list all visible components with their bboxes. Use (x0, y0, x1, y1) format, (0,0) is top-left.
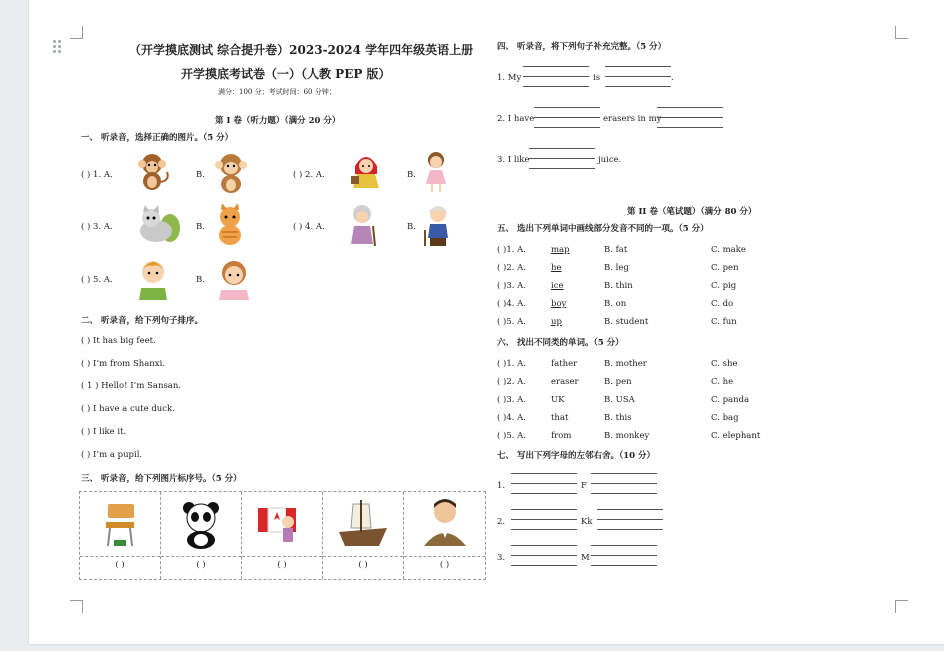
s5-row3-num: ( )3. A. (497, 281, 526, 291)
s5-row2-num: ( )2. A. (497, 263, 526, 273)
picture-2-blank: ( ) (196, 560, 206, 570)
s7-item3-letter: M (581, 553, 590, 563)
girl-icon (215, 258, 253, 300)
s5-row1-option-b: B. fat (604, 245, 628, 255)
s6-row4-option-c: C. bag (711, 413, 739, 423)
s5-row2-option-c: C. pen (711, 263, 739, 273)
picture-cell-2 (161, 492, 242, 579)
writing-line (511, 493, 577, 494)
s1-item2-num: ( ) 2. A. (293, 170, 325, 180)
s5-row2-option-a: he (551, 263, 562, 273)
crop-mark-top-left (70, 26, 83, 39)
s7-item1-num: 1. (497, 481, 506, 491)
s1-item2-b: B. (407, 170, 416, 180)
s4-q1-start: 1. My (497, 73, 522, 83)
s5-row5-option-a: up (551, 317, 562, 327)
s1-item4-num: ( ) 4. A. (293, 222, 325, 232)
crop-mark-top-right (895, 26, 908, 39)
s7-item3-num: 3. (497, 553, 506, 563)
s4-q1-mid: is (593, 73, 601, 83)
s5-row1-option-c: C. make (711, 245, 746, 255)
girl-pink-dress-icon (421, 150, 451, 194)
section3-heading: 三、 听录音，给下列图片标序号。（5 分） (81, 474, 242, 484)
grandpa-icon (421, 204, 455, 248)
s6-row4-num: ( )4. A. (497, 413, 526, 423)
s5-row4-option-a: boy (551, 299, 567, 309)
s6-row5-option-b: B. monkey (604, 431, 650, 441)
section2-heading: 二、 听录音，给下列句子排序。 (81, 316, 203, 326)
s4-q3-end: juice. (598, 155, 622, 165)
s6-row2-option-a: eraser (551, 377, 579, 387)
exam-meta: 满分：100 分；考试时间：60 分钟； (218, 88, 336, 96)
writing-line (511, 529, 577, 530)
s7-item2-num: 2. (497, 517, 506, 527)
s7-item2-letter: Kk (581, 517, 593, 527)
s6-row3-option-a: UK (551, 395, 565, 405)
s6-row4-option-b: B. this (604, 413, 632, 423)
s2-sentence-2: ( ) I’m from Shanxi. (81, 359, 165, 369)
section7-heading: 七、 写出下列字母的左邻右舍。（10 分） (497, 451, 655, 461)
picture-cell-4 (323, 492, 404, 579)
s2-sentence-5: ( ) I like it. (81, 427, 127, 437)
s4-q1-end: . (671, 73, 674, 83)
writing-line (597, 519, 663, 520)
section1-heading: 一、 听录音，选择正确的图片。（5 分） (81, 133, 234, 143)
chair-icon (100, 500, 140, 550)
s6-row2-option-b: B. pen (604, 377, 632, 387)
drag-handle-icon[interactable] (53, 40, 63, 54)
picture-cell-1 (80, 492, 161, 579)
s6-row1-option-c: C. she (711, 359, 738, 369)
s1-item5-b: B. (196, 275, 205, 285)
s4-q2-mid: erasers in my (603, 114, 662, 124)
s5-row4-num: ( )4. A. (497, 299, 526, 309)
writing-line (511, 483, 577, 484)
boy-icon (135, 258, 171, 300)
writing-line (591, 545, 657, 546)
writing-line (591, 565, 657, 566)
s1-item5-num: ( ) 5. A. (81, 275, 113, 285)
writing-line (511, 555, 577, 556)
s2-sentence-6: ( ) I’m a pupil. (81, 450, 143, 460)
writing-line (591, 555, 657, 556)
s5-row3-option-c: C. pig (711, 281, 737, 291)
s6-row1-num: ( )1. A. (497, 359, 526, 369)
picture-1-blank: ( ) (115, 560, 125, 570)
cat-grey-icon (134, 204, 182, 244)
document-page (29, 0, 944, 644)
s4-q2-start: 2. I have (497, 114, 535, 124)
crop-mark-bottom-right (895, 600, 908, 613)
s2-sentence-4: ( ) I have a cute duck. (81, 404, 175, 414)
exam-title-line2: 开学摸底考试卷（一）（人教 PEP 版） (181, 67, 391, 81)
section6-heading: 六、 找出不同类的单词。（5 分） (497, 338, 624, 348)
writing-line (597, 529, 663, 530)
s6-row1-option-a: father (551, 359, 578, 369)
s6-row4-option-a: that (551, 413, 569, 423)
girl-red-hood-icon (347, 150, 385, 192)
s6-row2-option-c: C. he (711, 377, 734, 387)
s5-row4-option-b: B. on (604, 299, 627, 309)
s6-row3-num: ( )3. A. (497, 395, 526, 405)
s5-row5-option-c: C. fun (711, 317, 737, 327)
writing-line (591, 483, 657, 484)
crop-mark-bottom-left (70, 600, 83, 613)
part1-heading: 第 I 卷（听力题）（满分 20 分） (215, 116, 341, 126)
man-icon (420, 496, 470, 550)
s1-item1-b: B. (196, 170, 205, 180)
panda-icon (179, 498, 223, 550)
s6-row2-num: ( )2. A. (497, 377, 526, 387)
s5-row2-option-b: B. leg (604, 263, 629, 273)
s6-row5-option-c: C. elephant (711, 431, 761, 441)
picture-cell-5 (404, 492, 485, 579)
s5-row1-option-a: map (551, 245, 570, 255)
ship-icon (335, 498, 391, 550)
monkey-b-icon (212, 152, 250, 194)
s1-item1-num: ( ) 1. A. (81, 170, 113, 180)
s5-row5-option-b: B. student (604, 317, 649, 327)
picture-cell-3 (242, 492, 323, 579)
writing-line (597, 509, 663, 510)
s5-row1-num: ( )1. A. (497, 245, 526, 255)
writing-line (511, 509, 577, 510)
s2-sentence-1: ( ) It has big feet. (81, 336, 156, 346)
writing-line (511, 565, 577, 566)
picture-table (79, 491, 486, 580)
s1-item4-b: B. (407, 222, 416, 232)
picture-4-blank: ( ) (358, 560, 368, 570)
s6-row5-option-a: from (551, 431, 572, 441)
picture-5-blank: ( ) (439, 560, 450, 570)
s1-item3-num: ( ) 3. A. (81, 222, 113, 232)
picture-3-blank: ( ) (277, 560, 287, 570)
s6-row3-option-b: B. USA (604, 395, 635, 405)
s6-row5-num: ( )5. A. (497, 431, 526, 441)
section5-heading: 五、 选出下列单词中画线部分发音不同的一项。（5 分） (497, 224, 709, 234)
s5-row5-num: ( )5. A. (497, 317, 526, 327)
section4-heading: 四、 听录音，将下列句子补充完整。（5 分） (497, 42, 667, 52)
writing-line (591, 493, 657, 494)
s5-row3-option-b: B. thin (604, 281, 633, 291)
monkey-a-icon (134, 152, 170, 192)
exam-title-line1: （开学摸底测试 综合提升卷）2023-2024 学年四年级英语上册 (129, 43, 474, 57)
s6-row3-option-c: C. panda (711, 395, 750, 405)
writing-line (591, 473, 657, 474)
canada-flag-girl-icon (256, 498, 306, 550)
s2-sentence-3: ( 1 ) Hello! I’m Sansan. (81, 381, 182, 391)
s1-item3-b: B. (196, 222, 205, 232)
s6-row1-option-b: B. mother (604, 359, 647, 369)
writing-line (511, 473, 577, 474)
writing-line (511, 519, 577, 520)
part2-heading: 第 II 卷（笔试题）（满分 80 分） (627, 207, 757, 217)
writing-line (511, 545, 577, 546)
s4-q3-start: 3. I like (497, 155, 530, 165)
grandma-icon (345, 204, 379, 248)
cat-orange-icon (212, 204, 248, 246)
s5-row4-option-c: C. do (711, 299, 734, 309)
s5-row3-option-a: ice (551, 281, 564, 291)
s7-item1-letter: F (581, 481, 587, 491)
